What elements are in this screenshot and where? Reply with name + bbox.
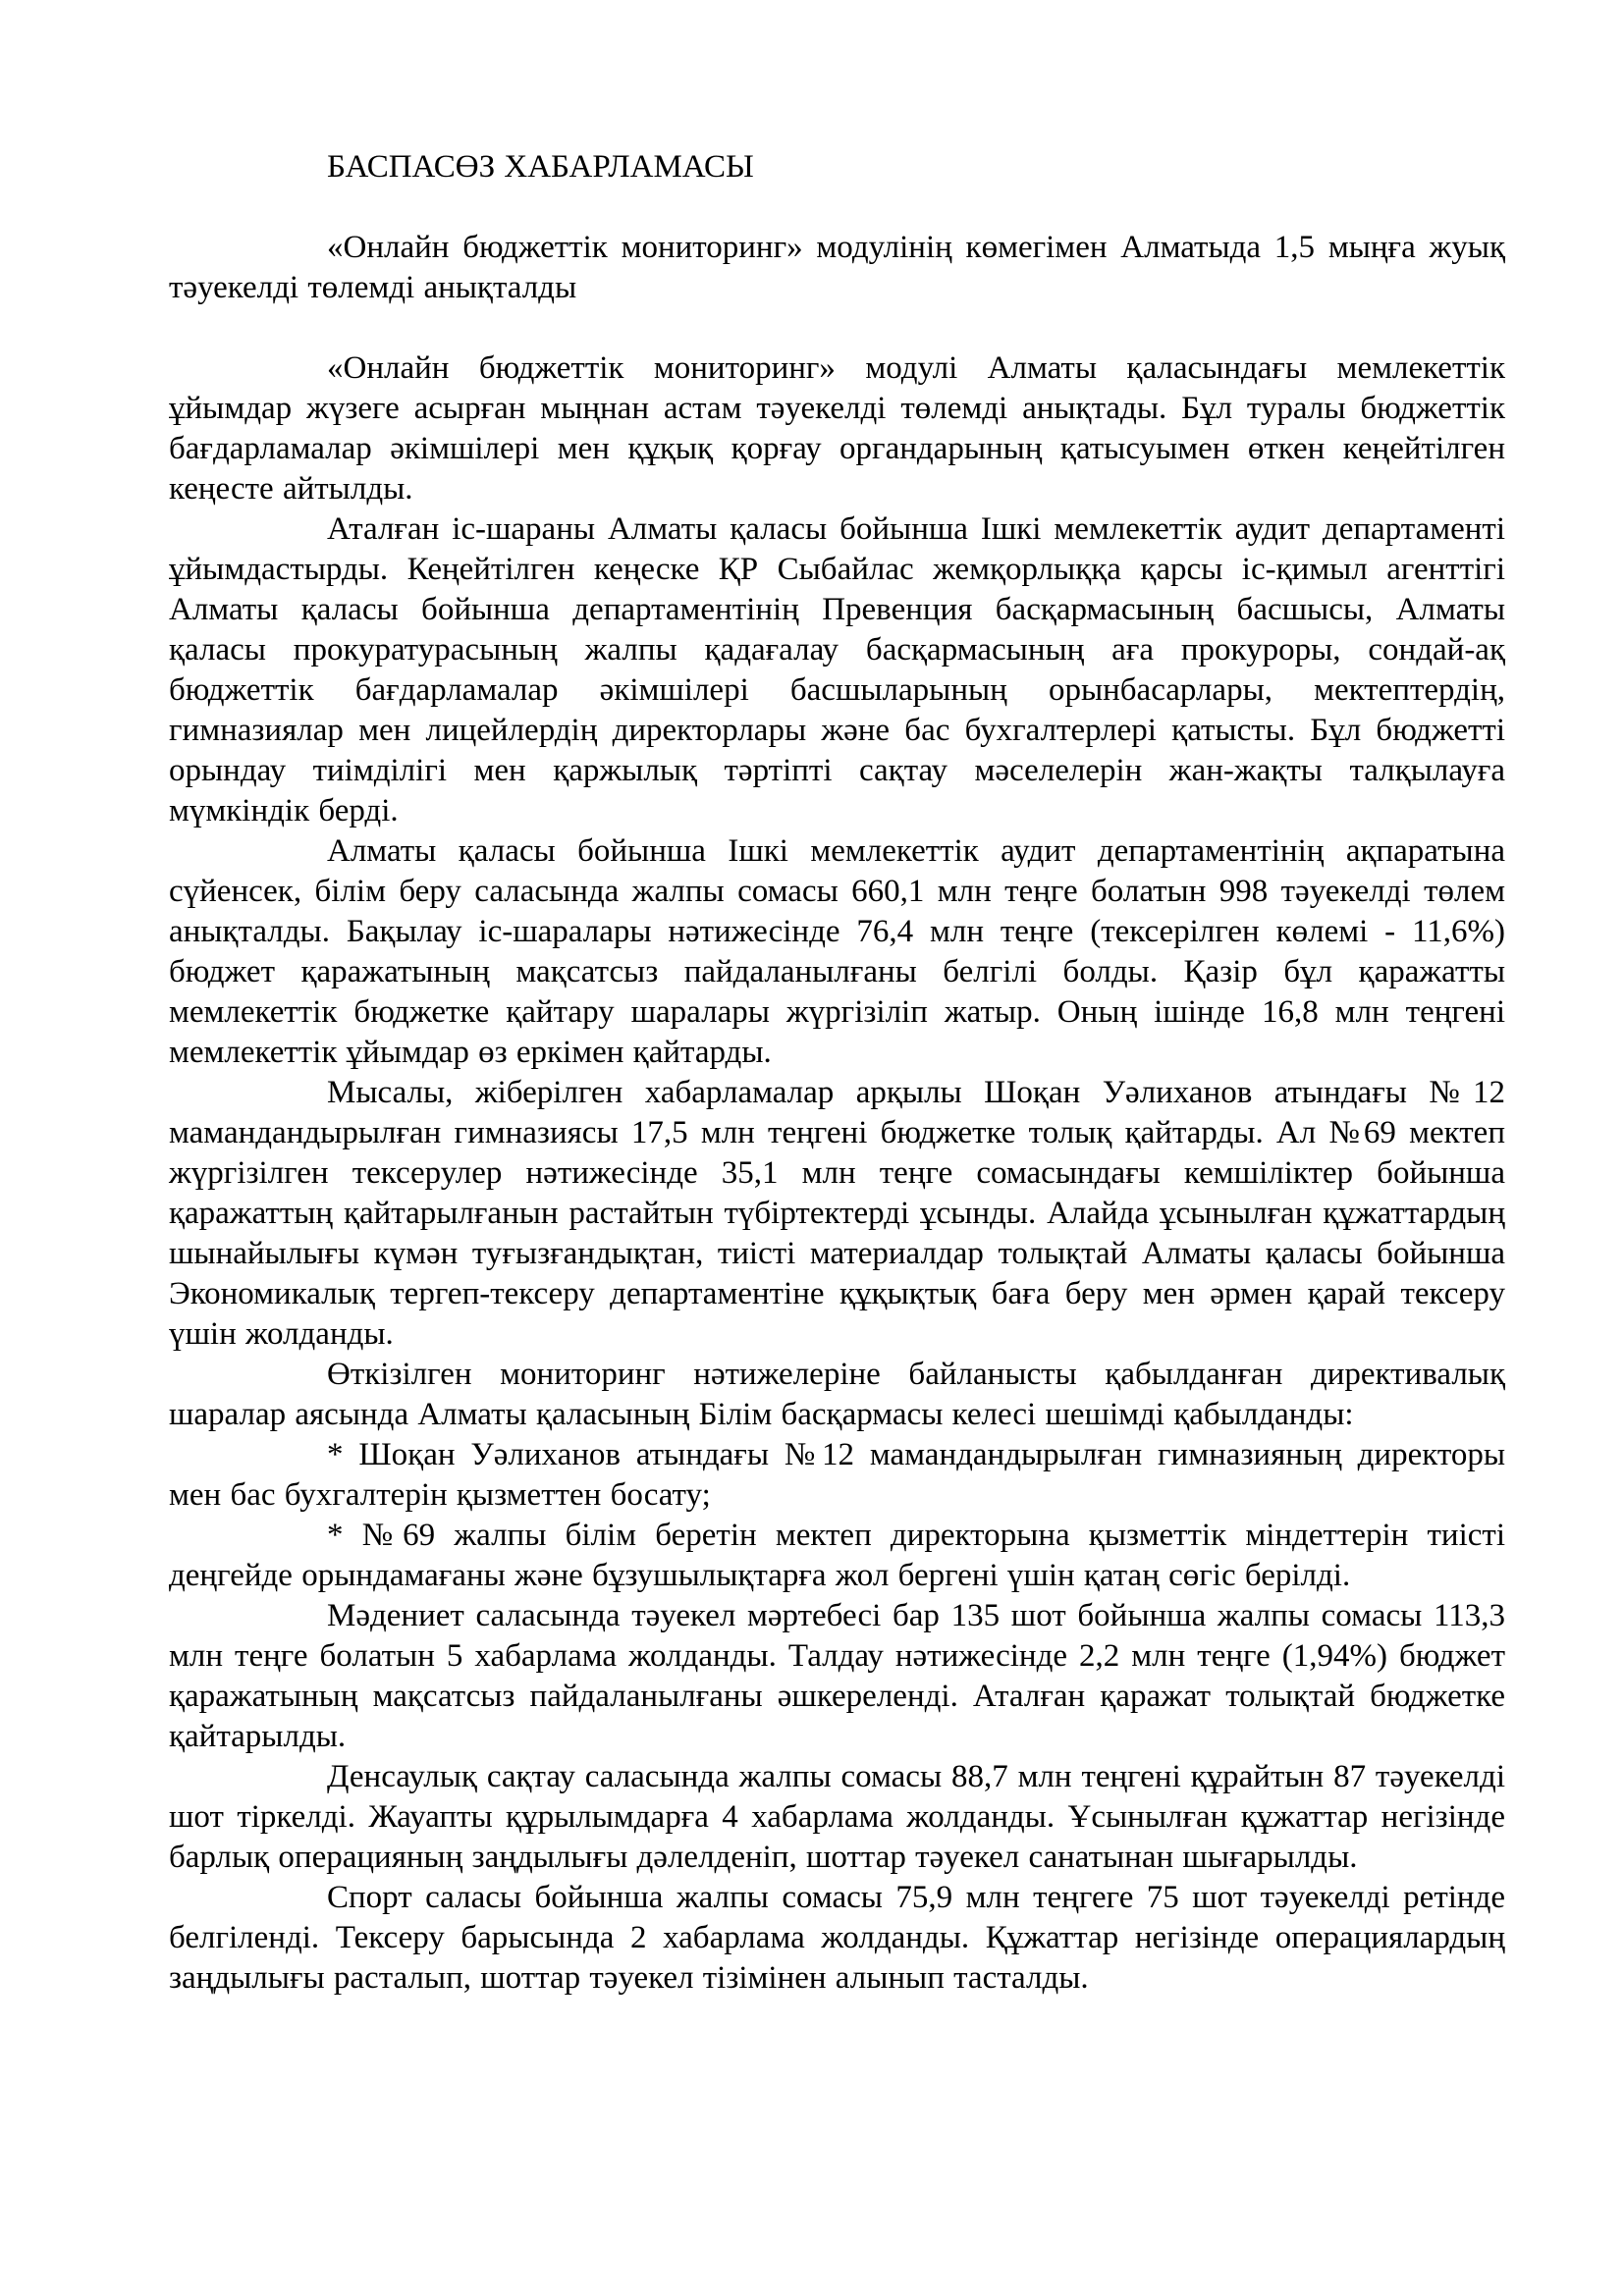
body-paragraph-intro: «Онлайн бюджеттік мониторинг» модулі Алматы қаласындағы мемлекеттік ұйымдар жүзеге асырған мыңнан астам тәуекелді төлемді анықтады. Бұл туралы бюджеттік бағдарламалар әкімшілері мен құқық қорғау органдарының қатысуымен өткен кеңейтілген кеңесте айтылды. bbox=[169, 350, 1505, 507]
body-paragraph-decisions-intro: Өткізілген мониторинг нәтижелеріне байланысты қабылданған директивалық шаралар аясында Алматы қаласының Білім басқармасы келесі шешімді қабылданды: bbox=[169, 1357, 1505, 1432]
body-paragraph-sport: Спорт саласы бойынша жалпы сомасы 75,9 млн теңгеге 75 шот тәуекелді ретінде белгіленді. Тексеру барысында 2 хабарлама жолданды. Құжаттар негізінде операциялардың заңдылығы расталып, шоттар тәуекел тізімінен алынып тасталды. bbox=[169, 1880, 1505, 1996]
spacer bbox=[169, 308, 1505, 348]
body-paragraph-education-figures: Алматы қаласы бойынша Ішкі мемлекеттік аудит департаментінің ақпаратына сүйенсек, білім беру саласында жалпы сомасы 660,1 млн теңге болатын 998 тәуекелді төлем анықталды. Бақылау іс-шаралары нәтижесінде 76,4 млн теңге (тексерілген көлемі - 11,6%) бюджет қаражатының мақсатсыз пайдаланылғаны белгілі болды. Қазір бұл қаражатты мемлекеттік бюджетке қайтару шаралары жүргізіліп жатыр. Оның ішінде 16,8 млн теңгені мемлекеттік ұйымдар өз еркімен қайтарды. bbox=[169, 833, 1505, 1070]
spacer bbox=[169, 187, 1505, 228]
body-paragraph-decision-item-1: * Шоқан Уәлиханов атындағы №12 мамандандырылған гимназияның директоры мен бас бухгалтерін қызметтен босату; bbox=[169, 1437, 1505, 1513]
body-paragraph-organizers: Аталған іс-шараны Алматы қаласы бойынша Ішкі мемлекеттік аудит департаменті ұйымдастырды. Кеңейтілген кеңеске ҚР Сыбайлас жемқорлыққа қарсы іс-қимыл агенттігі Алматы қаласы бойынша департаментінің Превенция басқармасының басшысы, Алматы қаласы прокуратурасының жалпы қадағалау басқармасының аға прокуроры, сондай-ақ бюджеттік бағдарламалар әкімшілері басшыларының орынбасарлары, мектептердің, гимназиялар мен лицейлердің директорлары және бас бухгалтерлері қатысты. Бұл бюджетті орындау тиімділігі мен қаржылық тәртіпті сақтау мәселелерін жан-жақты талқылауға мүмкіндік берді. bbox=[169, 511, 1505, 828]
body-paragraph-decision-item-2: * №69 жалпы білім беретін мектеп директорына қызметтік міндеттерін тиісті деңгейде орындамағаны және бұзушылықтарға жол бергені үшін қатаң сөгіс берілді. bbox=[169, 1518, 1505, 1593]
press-release-subtitle: «Онлайн бюджеттік мониторинг» модулінің көмегімен Алматыда 1,5 мыңға жуық тәуекелді төлемді анықталды bbox=[169, 230, 1505, 305]
body-paragraph-healthcare: Денсаулық сақтау саласында жалпы сомасы 88,7 млн теңгені құрайтын 87 тәуекелді шот тіркелді. Жауапты құрылымдарға 4 хабарлама жолданды. Ұсынылған құжаттар негізінде барлық операцияның заңдылығы дәлелденіп, шоттар тәуекел санатынан шығарылды. bbox=[169, 1759, 1505, 1875]
press-release-title: БАСПАСӨЗ ХАБАРЛАМАСЫ bbox=[327, 149, 754, 185]
body-paragraph-culture: Мәдениет саласында тәуекел мәртебесі бар 135 шот бойынша жалпы сомасы 113,3 млн теңге болатын 5 хабарлама жолданды. Талдау нәтижесінде 2,2 млн теңге (1,94%) бюджет қаражатының мақсатсыз пайдаланылғаны әшкереленді. Аталған қаражат толықтай бюджетке қайтарылды. bbox=[169, 1598, 1505, 1754]
body-paragraph-examples: Мысалы, жіберілген хабарламалар арқылы Шоқан Уәлиханов атындағы №12 мамандандырылған гимназиясы 17,5 млн теңгені бюджетке толық қайтарды. Ал №69 мектеп жүргізілген тексерулер нәтижесінде 35,1 млн теңге сомасындағы кемшіліктер бойынша қаражаттың қайтарылғанын растайтын түбіртектерді ұсынды. Алайда ұсынылған құжаттардың шынайылығы күмән туғызғандықтан, тиісті материалдар толықтай Алматы қаласы бойынша Экономикалық тергеп-тексеру департаментіне құқықтық баға беру мен әрмен қарай тексеру үшін жолданды. bbox=[169, 1075, 1505, 1352]
